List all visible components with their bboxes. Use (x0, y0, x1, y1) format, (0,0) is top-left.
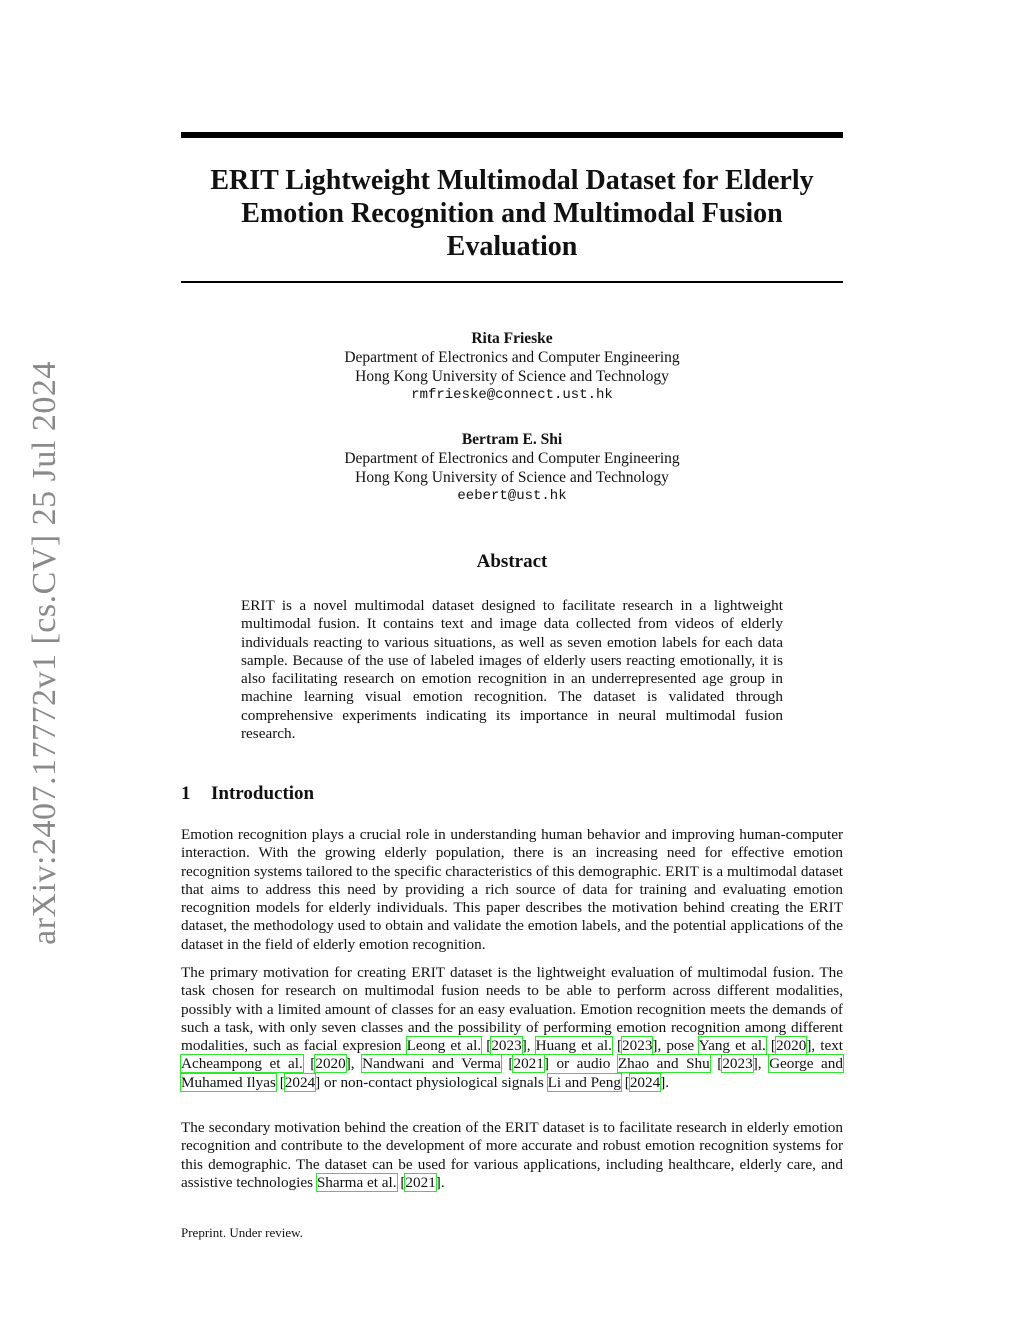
citation-link[interactable]: Sharma et al. (316, 1173, 397, 1191)
citation-link[interactable]: George and Muhamed Ilyas (181, 1055, 843, 1091)
paper-title: ERIT Lightweight Multimodal Dataset for Elderly Emotion Recognition and Multimodal Fusion Evaluation (210, 165, 814, 262)
paragraph-text: or audio (548, 1055, 618, 1073)
section-heading (181, 783, 314, 805)
citation-link[interactable]: Nandwani and Verma (362, 1055, 501, 1073)
citation-link[interactable]: Leong et al. (406, 1037, 482, 1055)
intro-paragraph-2: The primary motivation for creating ERIT dataset is the lightweight evaluation of multimodal fusion. The task chosen for research on multimodal fusion needs to be able to perform across different modalities, possibly with a limited amount of classes for an easy evaluation. Emotion recognition meets the demands of such a task, with only seven classes and the possibility of performing emotion recognition among different modalities, such as facial expresion Leong et al. [2023], Huang et al. [2023], pose Yang et al. [2020], text Acheampong et al. [2020], Nandwani and Verma [2021] or audio Zhao and Shu [2023], George and Muhamed Ilyas [2024] or non-contact physiological signals Li and Peng [2024]. (181, 964, 844, 1091)
author-university: Hong Kong University of Science and Technology (355, 469, 669, 486)
author-email[interactable]: rmfrieske@connect.ust.hk (411, 387, 613, 403)
abstract-text: ERIT is a novel multimodal dataset designed to facilitate research in a lightweight multimodal fusion. It contains text and image data collected from videos of elderly individuals reacting to various situations, as well as seven emotion labels for each data sample. Because of the use of labeled images of elderly users reacting emotionally, it is also facilitating research on emotion recognition in an underrepresented age group in machine learning visual emotion recognition. The dataset is validated through comprehensive experiments indicating its importance in neural multimodal fusion research. (241, 597, 783, 743)
section-number: 1 (181, 783, 191, 804)
citation-year-link[interactable]: 2024 (629, 1073, 661, 1091)
paragraph-text: , text (811, 1037, 844, 1055)
arxiv-identifier: arXiv:2407.17772v1 [cs.CV] 25 Jul 2024 (26, 360, 63, 945)
arxiv-sidebar-stamp (22, 360, 68, 945)
author-email[interactable]: eebert@ust.hk (457, 488, 567, 504)
paragraph-text: , (757, 1055, 770, 1073)
paragraph-text: , pose (657, 1037, 699, 1055)
author-department: Department of Electronics and Computer Engineering (344, 450, 680, 467)
citation-year-link[interactable]: 2023 (722, 1055, 753, 1073)
intro-paragraph-3: The secondary motivation behind the creation of the ERIT dataset is to facilitate research in elderly emotion recognition and contribute to the development of more accurate and robust emotion recognition systems for this demographic. The dataset can be used for various applications, including healthcare, elderly care, and assistive technologies Sharma et al. [2021]. (181, 1119, 843, 1191)
citation-link[interactable]: Zhao and Shu (617, 1055, 710, 1073)
paragraph-text: . (440, 1173, 445, 1191)
author-university: Hong Kong University of Science and Technology (355, 368, 669, 385)
intro-paragraph-1: Emotion recognition plays a crucial role in understanding human behavior and improving human-computer interaction. With the growing elderly population, there is an increasing need for effective emotion recognition systems tailored to the specific characteristics of this demographic. ERIT is a multimodal dataset that aims to address this need by providing a rich source of data for training and evaluating emotion recognition models for elderly individuals. This paper describes the motivation behind creating the ERIT dataset, the methodology used to obtain and validate the emotion labels, and the potential applications of the dataset in the field of elderly emotion recognition. (181, 826, 843, 953)
citation-link[interactable]: Li and Peng (547, 1073, 621, 1091)
author-department: Department of Electronics and Computer Engineering (344, 349, 680, 366)
paragraph-text: The primary motivation for creating ERIT dataset is the lightweight evaluation of multimodal fusion. The task chosen for research on multimodal fusion needs to be able to perform across different modalities, possibly with a limited amount of classes for an easy evaluation. Emotion recognition meets the demands of such a task, with only seven classes and the possibility of performing emotion recognition among different modalities, such as facial expresion (181, 964, 843, 1055)
paragraph-text: The secondary motivation behind the creation of the ERIT dataset is to facilitate research in elderly emotion recognition and contribute to the development of more accurate and robust emotion recognition systems for this demographic. The dataset can be used for various applications, including healthcare, elderly care, and assistive technologies (181, 1119, 843, 1191)
paragraph-text: . (665, 1073, 670, 1091)
author-name: Rita Frieske (471, 330, 553, 347)
paragraph-text: , (350, 1055, 363, 1073)
paragraph-text: or non-contact physiological signals (320, 1073, 548, 1091)
citation-year-link[interactable]: 2020 (315, 1055, 346, 1073)
citation-link[interactable]: Acheampong et al. (181, 1055, 303, 1073)
citation-link[interactable]: Huang et al. (535, 1037, 612, 1055)
section-title: Introduction (211, 783, 315, 804)
citation-year-link[interactable]: 2021 (513, 1055, 544, 1073)
citation-year-link[interactable]: 2021 (405, 1173, 436, 1191)
author-name: Bertram E. Shi (461, 431, 563, 448)
citation-year-link[interactable]: 2023 (622, 1037, 653, 1055)
citation-year-link[interactable]: 2023 (491, 1037, 522, 1055)
citation-year-link[interactable]: 2020 (775, 1037, 807, 1055)
preprint-footer: Preprint. Under review. (181, 1225, 303, 1240)
author-block-1 (181, 329, 843, 405)
title-top-rule (181, 132, 843, 138)
paragraph-text: , (526, 1037, 536, 1055)
citation-year-link[interactable]: 2024 (284, 1073, 316, 1091)
abstract-heading: Abstract (476, 551, 548, 572)
citation-link[interactable]: Yang et al. (698, 1037, 766, 1055)
author-block-2 (181, 430, 843, 506)
title-bottom-rule (181, 281, 843, 283)
